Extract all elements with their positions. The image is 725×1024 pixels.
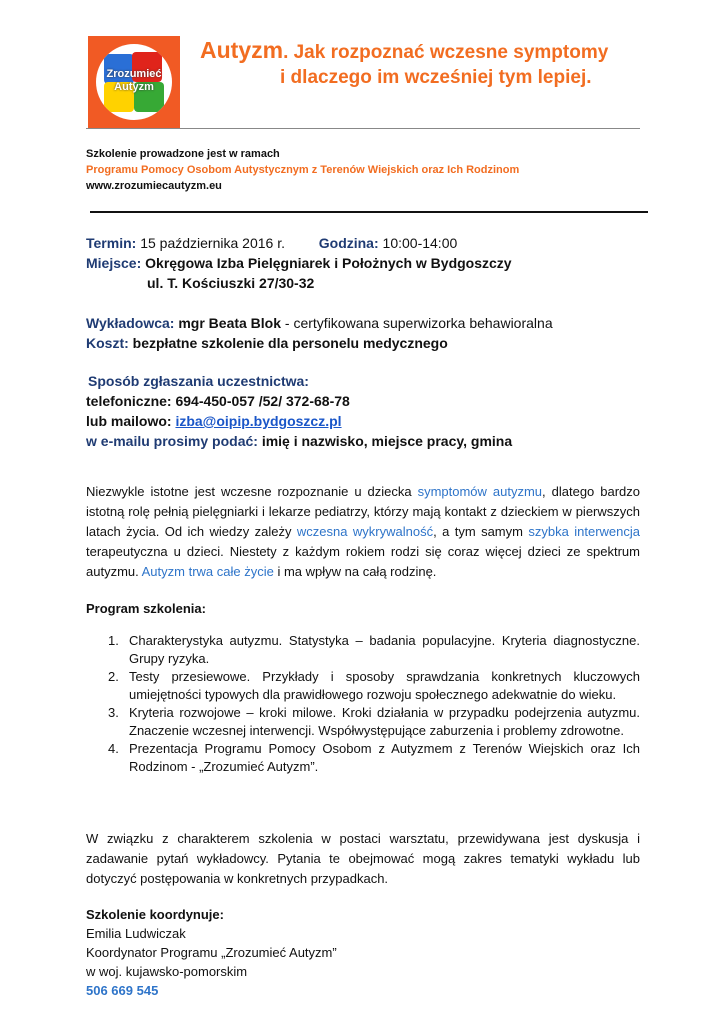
registration-heading: Sposób zgłaszania uczestnictwa: — [88, 373, 309, 389]
address: ul. T. Kościuszki 27/30-32 — [147, 275, 315, 291]
list-item — [108, 704, 640, 740]
koszt-value: bezpłatne szkolenie dla personelu medycznego — [132, 335, 448, 351]
request-label: w e-mailu prosimy podać: — [86, 433, 258, 449]
list-number: 2. — [108, 669, 119, 684]
coordinator-block — [86, 905, 337, 1000]
intro-line: Szkolenie prowadzone jest w ramach — [86, 148, 280, 160]
program-title: Program szkolenia: — [86, 601, 206, 616]
paragraph-text: terapeutyczna u dzieci. Niestety z każdym rokiem rodzi się coraz więcej dzieci ze spektrum autyzmu. — [86, 544, 640, 579]
registration-block — [86, 371, 512, 451]
list-text: Prezentacja Programu Pomocy Osobom z Autyzmem z Terenów Wiejskich oraz Ich Rodzinom - „Zrozumieć Autyzm”. — [129, 741, 640, 774]
program-name: Programu Pomocy Osobom Autystycznym z Terenów Wiejskich oraz Ich Rodzinom — [86, 164, 520, 176]
koszt-row — [86, 333, 553, 353]
logo-text-line2: Autyzm — [114, 81, 154, 93]
puzzle-icon — [96, 44, 172, 120]
header-divider — [86, 128, 640, 129]
godzina-value: 10:00-14:00 — [382, 235, 458, 251]
title-rest: . Jak rozpoznać wczesne symptomy — [283, 42, 609, 63]
list-item — [108, 632, 640, 668]
closing-paragraph: W związku z charakterem szkolenia w postaci warsztatu, przewidywana jest dyskusja i zadawanie pytań wykładowcy. Pytania te obejmować mogą zakres tematyki wykładu lub dotyczyć postępowania w konkretnych przypadkach. — [86, 831, 640, 886]
email-label: lub mailowo: — [86, 413, 176, 429]
paragraph-text: Niezwykle istotne jest wczesne rozpoznanie u dziecka — [86, 484, 418, 499]
paragraph-text: i ma wpływ na całą rodzinę. — [273, 564, 437, 579]
coordinator-heading: Szkolenie koordynuje: — [86, 907, 224, 922]
request-value: imię i nazwisko, miejsce pracy, gmina — [257, 433, 513, 449]
event-details — [86, 233, 553, 353]
list-number: 4. — [108, 741, 119, 756]
miejsce-label: Miejsce: — [86, 255, 142, 271]
title-word: Autyzm — [200, 37, 284, 63]
termin-label: Termin: — [86, 235, 137, 251]
page-title — [200, 38, 620, 90]
highlight-quick-intervention: szybka interwencja — [528, 524, 640, 539]
list-number: 1. — [108, 633, 119, 648]
registration-email-row — [86, 411, 512, 431]
wykladowca-desc: - certyfikowana superwizorka behawioralna — [281, 315, 553, 331]
wykladowca-row — [86, 313, 553, 333]
logo-text-line1: Zrozumieć — [106, 68, 162, 80]
koszt-label: Koszt: — [86, 335, 129, 351]
registration-request-row — [86, 431, 512, 451]
list-text: Kryteria rozwojowe – kroki milowe. Kroki działania w przypadku podejrzenia autyzmu. Znaczenie wczesnej interwencji. Współwystępujące zaburzenia i problemy zdrowotne. — [129, 705, 640, 738]
wykladowca-name: mgr Beata Blok — [178, 315, 282, 331]
website-link[interactable]: www.zrozumiecautyzm.eu — [86, 180, 222, 192]
email-link[interactable]: izba@oipip.bydgoszcz.pl — [175, 413, 342, 429]
coordinator-region: w woj. kujawsko-pomorskim — [86, 964, 248, 979]
wykladowca-label: Wykładowca: — [86, 315, 175, 331]
termin-value: 15 października 2016 r. — [140, 235, 285, 251]
termin-row — [86, 233, 553, 253]
intro-paragraph — [86, 482, 640, 582]
godzina-label: Godzina: — [318, 235, 379, 251]
list-item — [108, 740, 640, 776]
coordinator-role: Koordynator Programu „Zrozumieć Autyzm” — [86, 945, 337, 960]
registration-phone: telefoniczne: 694-450-057 /52/ 372-68-78 — [86, 393, 350, 409]
intro-block — [86, 146, 519, 194]
miejsce-row — [86, 253, 553, 273]
paragraph-text: , a tym samym — [433, 524, 529, 539]
highlight-symptoms: symptomów autyzmu — [417, 484, 543, 499]
coordinator-phone[interactable]: 506 669 545 — [86, 983, 159, 998]
list-item — [108, 668, 640, 704]
coordinator-name: Emilia Ludwiczak — [86, 926, 186, 941]
list-text: Charakterystyka autyzmu. Statystyka – badania populacyjne. Kryteria diagnostyczne. Grupy ryzyka. — [129, 633, 640, 666]
intro-divider — [90, 211, 648, 213]
paragraph-text: , dlatego bardzo istotną rolę pełnią pielęgniarki i lekarze pediatrzy, którzy mają kontakt z dzieckiem w pierwszych latach życia. Od ich wiedzy zależy — [86, 484, 641, 539]
list-text: Testy przesiewowe. Przykłady i sposoby sprawdzania konkretnych kluczowych umiejętności typowych dla prawidłowego rozwoju społecznego adekwatnie do wieku. — [129, 669, 640, 702]
list-number: 3. — [108, 705, 119, 720]
title-line2: i dlaczego im wcześniej tym lepiej. — [280, 67, 592, 88]
highlight-early-detection: wczesna wykrywalność — [296, 524, 434, 539]
zrozumiec-autyzm-logo — [88, 36, 180, 128]
miejsce-value: Okręgowa Izba Pielęgniarek i Położnych w Bydgoszczy — [145, 255, 512, 271]
highlight-lifelong: Autyzm trwa całe życie — [141, 564, 274, 579]
program-list — [108, 632, 640, 776]
